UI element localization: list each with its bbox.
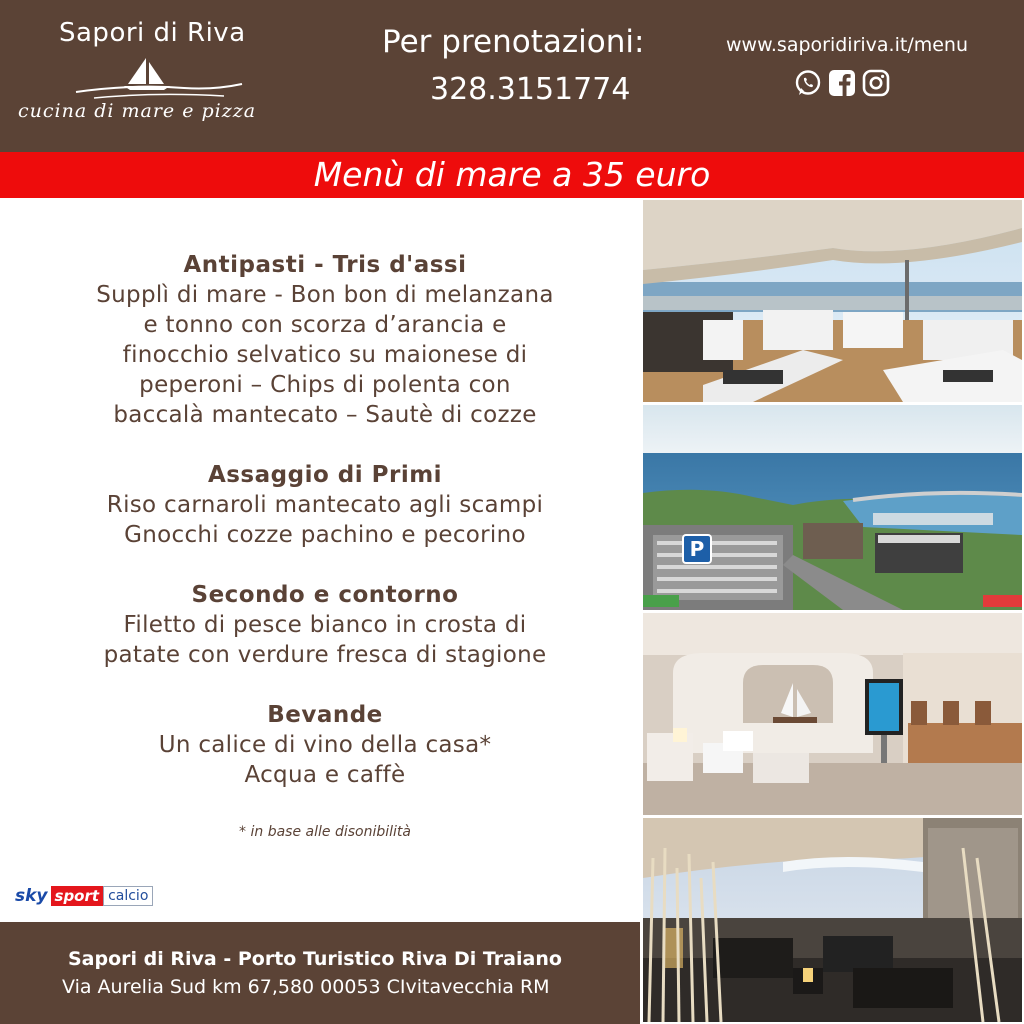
section-line: Gnocchi cozze pachino e pecorino — [124, 522, 526, 548]
social-links — [793, 68, 891, 100]
photo-terrace — [643, 200, 1022, 402]
banner-text: Menù di mare a 35 euro — [313, 155, 711, 194]
menu-section-antipasti — [30, 250, 620, 430]
footer-location: Sapori di Riva - Porto Turistico Riva Di Traiano — [68, 948, 562, 970]
parking-sign-icon: P — [689, 537, 705, 561]
footer — [0, 922, 640, 1024]
section-line: Supplì di mare - Bon bon di melanzana — [96, 282, 554, 308]
logo-tagline: cucina di mare e pizza — [18, 100, 257, 122]
sky-logo-text: sky — [15, 886, 48, 906]
section-line: Acqua e caffè — [244, 762, 406, 788]
menu-section-primi — [30, 460, 620, 550]
facebook-icon[interactable] — [827, 68, 857, 98]
footnote: * in base alle disonibilità — [239, 824, 411, 840]
logo-name: Sapori di Riva — [59, 18, 246, 48]
sky-sport-logo — [15, 884, 153, 908]
section-line: e tonno con scorza d’arancia e — [143, 312, 507, 338]
photo-lounge — [643, 613, 1022, 815]
website-link[interactable]: www.saporidiriva.it/menu — [726, 34, 968, 56]
section-line: peperoni – Chips di polenta con — [139, 372, 511, 398]
section-line: finocchio selvatico su maionese di — [122, 342, 528, 368]
section-line: Filetto di pesce bianco in crosta di — [123, 612, 527, 638]
section-line: Un calice di vino della casa* — [158, 732, 492, 758]
section-title: Bevande — [267, 702, 383, 728]
photo-terrace-evening — [643, 818, 1022, 1022]
section-line: baccalà mantecato – Sautè di cozze — [113, 402, 537, 428]
photo-aerial-port — [643, 405, 1022, 610]
section-title: Antipasti - Tris d'assi — [183, 252, 467, 278]
sport-logo-text: sport — [51, 886, 104, 906]
calcio-logo-text: calcio — [103, 886, 153, 906]
instagram-icon[interactable] — [861, 68, 891, 98]
section-line: patate con verdure fresca di stagione — [103, 642, 547, 668]
section-title: Secondo e contorno — [191, 582, 459, 608]
booking-phone[interactable]: 328.3151774 — [430, 72, 631, 107]
section-line: Riso carnaroli mantecato agli scampi — [106, 492, 544, 518]
header — [0, 0, 1024, 152]
menu-content — [30, 250, 620, 820]
whatsapp-icon[interactable] — [793, 68, 823, 98]
footer-address: Via Aurelia Sud km 67,580 00053 CIvitavecchia RM — [62, 976, 550, 998]
sailboat-icon — [74, 54, 244, 104]
brand-logo[interactable] — [14, 14, 304, 134]
menu-section-bevande — [30, 700, 620, 790]
price-banner — [0, 152, 1024, 198]
section-title: Assaggio di Primi — [207, 462, 443, 488]
booking-label: Per prenotazioni: — [382, 24, 645, 60]
menu-section-secondo — [30, 580, 620, 670]
